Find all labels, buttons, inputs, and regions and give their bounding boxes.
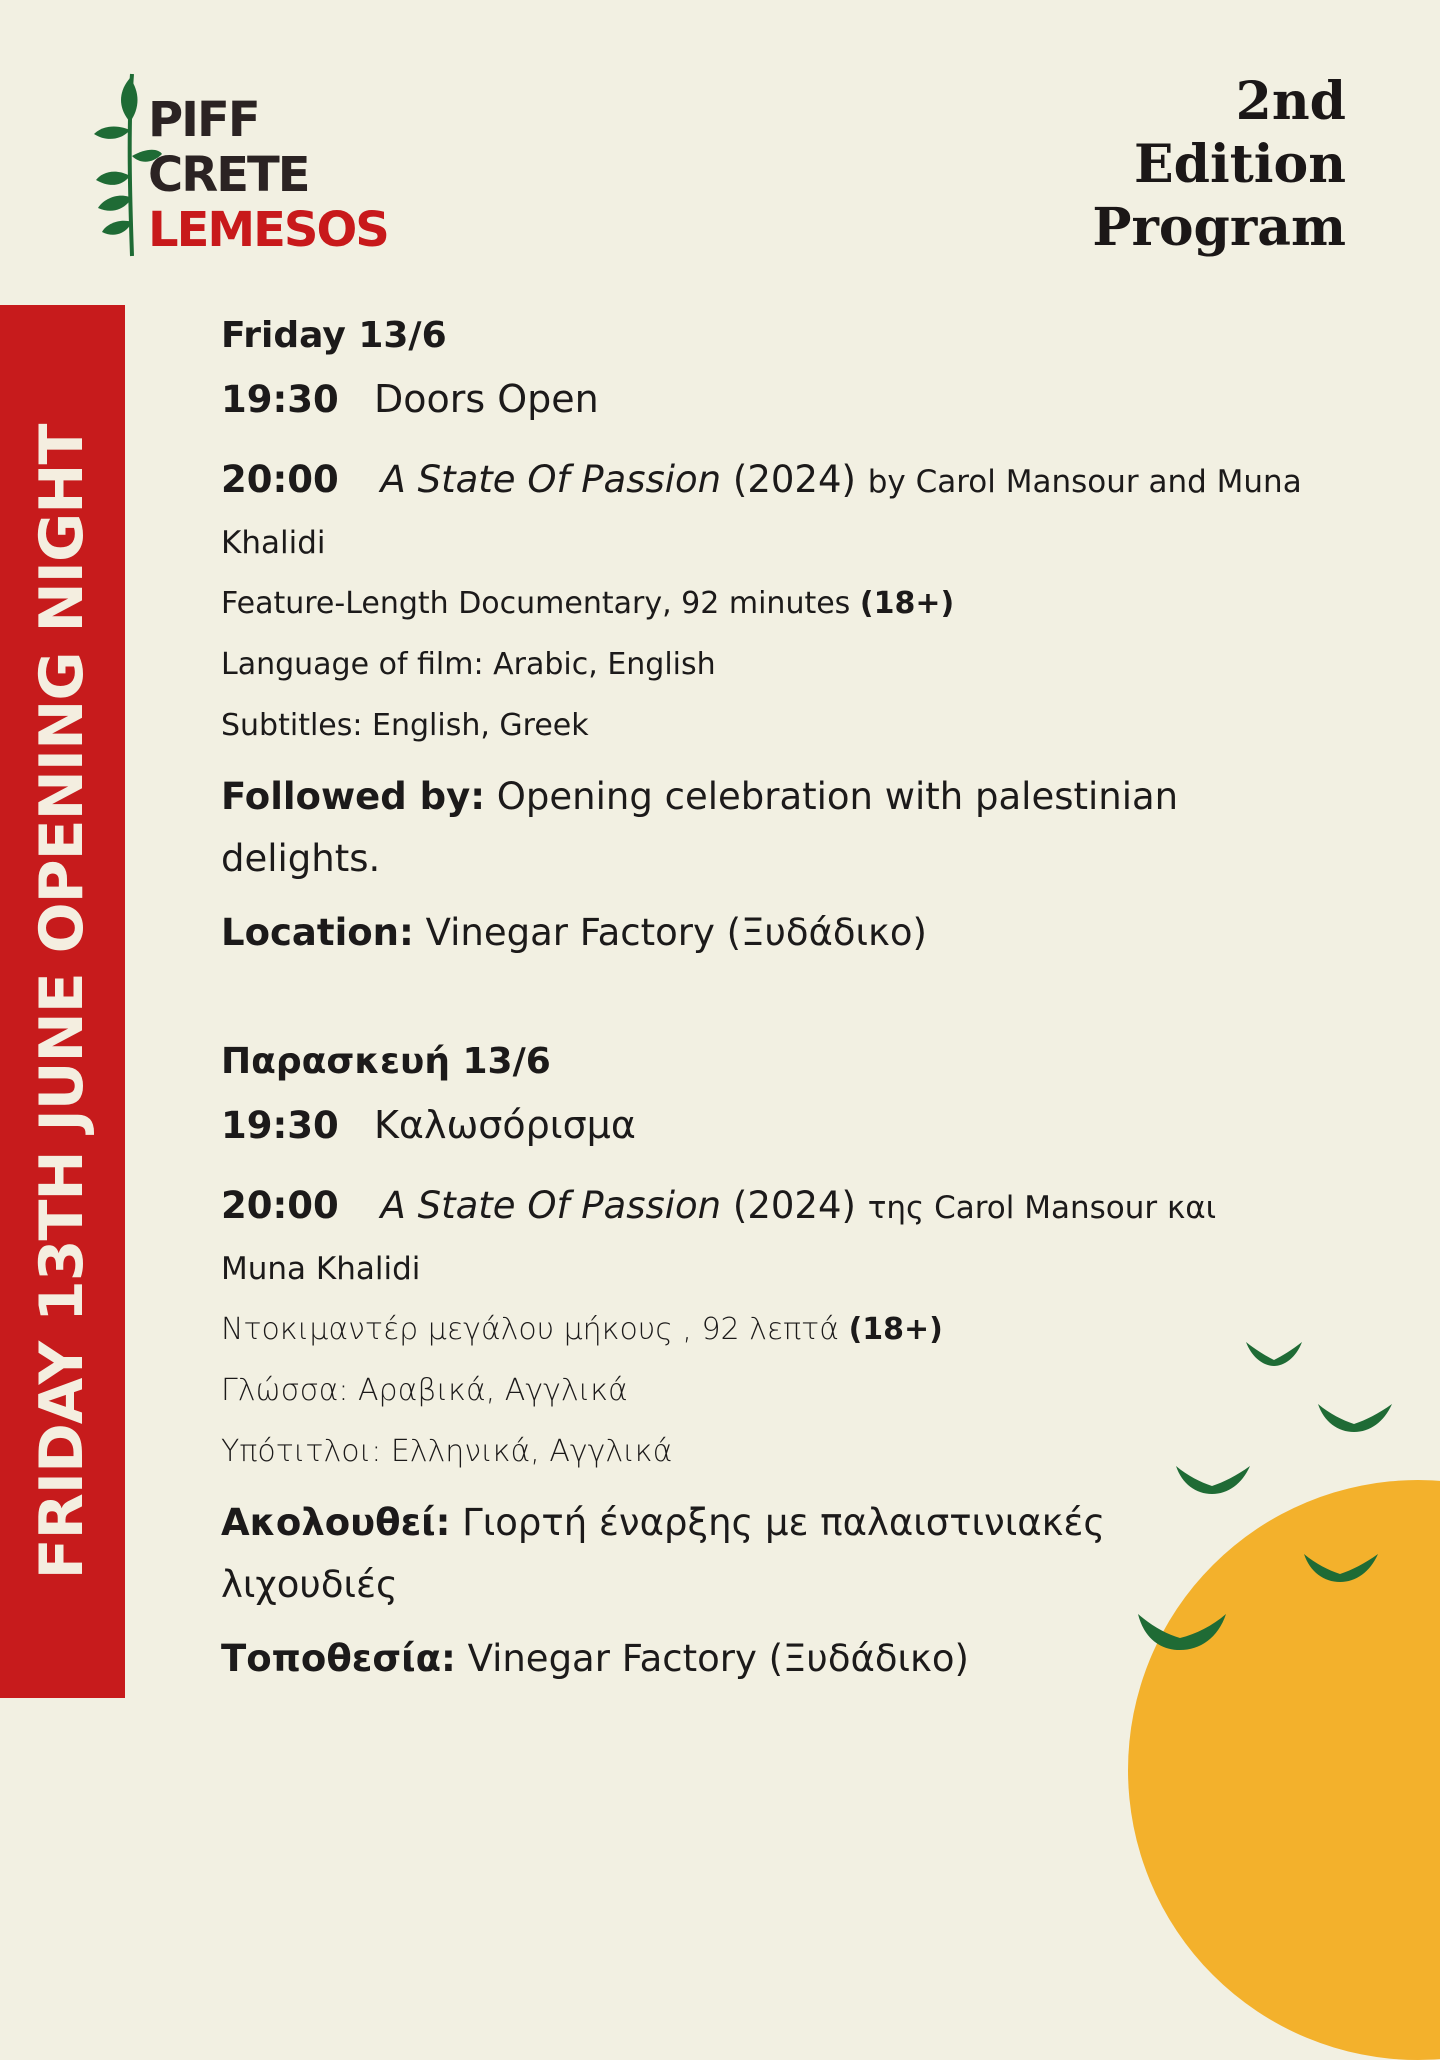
edition-title (1026, 70, 1346, 259)
english-location-label: Location: (221, 911, 414, 954)
greek-film-year: (2024) (732, 1184, 856, 1227)
greek-doors-label: Καλωσόρισμα (374, 1103, 636, 1147)
english-doors-row (221, 374, 1361, 425)
english-section (221, 312, 1361, 958)
english-day-heading: Friday 13/6 (221, 315, 447, 356)
english-location-text: Vinegar Factory (Ξυδάδικο) (425, 911, 927, 954)
festival-logo (92, 68, 432, 258)
logo-crete: CRETE (148, 147, 309, 203)
greek-film-by: της Carol Mansour και (867, 1190, 1217, 1226)
english-film-by: by Carol Mansour and Muna (867, 464, 1302, 500)
greek-film-title: A State Of Passion (380, 1184, 722, 1227)
english-film-time: 20:00 (221, 458, 339, 501)
greek-location (221, 1634, 1361, 1684)
logo-piff: PIFF (148, 92, 259, 148)
greek-doors-row (221, 1100, 1361, 1151)
english-followed-by (221, 766, 1361, 890)
greek-film-by-2: Muna Khalidi (221, 1251, 421, 1287)
english-film-title: A State Of Passion (380, 458, 722, 501)
greek-location-text: Vinegar Factory (Ξυδάδικο) (467, 1637, 969, 1680)
english-followed-text-2: delights. (221, 837, 381, 880)
greek-film-time: 20:00 (221, 1184, 339, 1227)
english-film-year: (2024) (732, 458, 856, 501)
greek-followed-label: Ακολουθεί: (221, 1501, 451, 1544)
english-subtitles: Subtitles: English, Greek (221, 708, 589, 743)
english-location (221, 908, 1361, 958)
english-language: Language of film: Arabic, English (221, 647, 716, 682)
greek-section (221, 1038, 1361, 1684)
greek-subtitles: Υπότιτλοι: Ελληνικά, Αγγλικά (221, 1434, 673, 1469)
english-film-type (221, 573, 1361, 634)
greek-age-rating: (18+) (848, 1312, 943, 1347)
english-doors-label: Doors Open (374, 377, 599, 421)
logo-lemesos: LEMESOS (148, 202, 388, 258)
english-film-by-2: Khalidi (221, 525, 326, 561)
greek-film-row (221, 1175, 1361, 1299)
greek-followed-by (221, 1492, 1361, 1616)
edition-line-2: Edition (1133, 134, 1346, 195)
english-followed-text: Opening celebration with palestinian (496, 775, 1179, 818)
side-banner-text: FRIDAY 13TH JUNE OPENING NIGHT (27, 424, 97, 1580)
greek-language: Γλώσσα: Αραβικά, Αγγλικά (221, 1373, 628, 1408)
edition-line-1: 2nd (1235, 71, 1346, 132)
english-film-row (221, 449, 1361, 573)
greek-film-type (221, 1299, 1361, 1360)
edition-line-3: Program (1092, 197, 1346, 258)
english-doors-time: 19:30 (221, 378, 339, 421)
greek-followed-text-2: λιχουδιές (221, 1563, 398, 1606)
greek-followed-text: Γιορτή έναρξης με παλαιστινιακές (462, 1501, 1106, 1544)
greek-location-label: Τοποθεσία: (221, 1637, 456, 1680)
greek-doors-time: 19:30 (221, 1104, 339, 1147)
program-content (221, 300, 1361, 1684)
english-age-rating: (18+) (859, 586, 955, 621)
english-followed-label: Followed by: (221, 775, 486, 818)
greek-day-heading: Παρασκευή 13/6 (221, 1041, 551, 1082)
greek-film-type-text: Ντοκιμαντέρ μεγάλου μήκους , 92 λεπτά (221, 1312, 840, 1347)
english-film-type-text: Feature-Length Documentary, 92 minutes (221, 586, 851, 621)
